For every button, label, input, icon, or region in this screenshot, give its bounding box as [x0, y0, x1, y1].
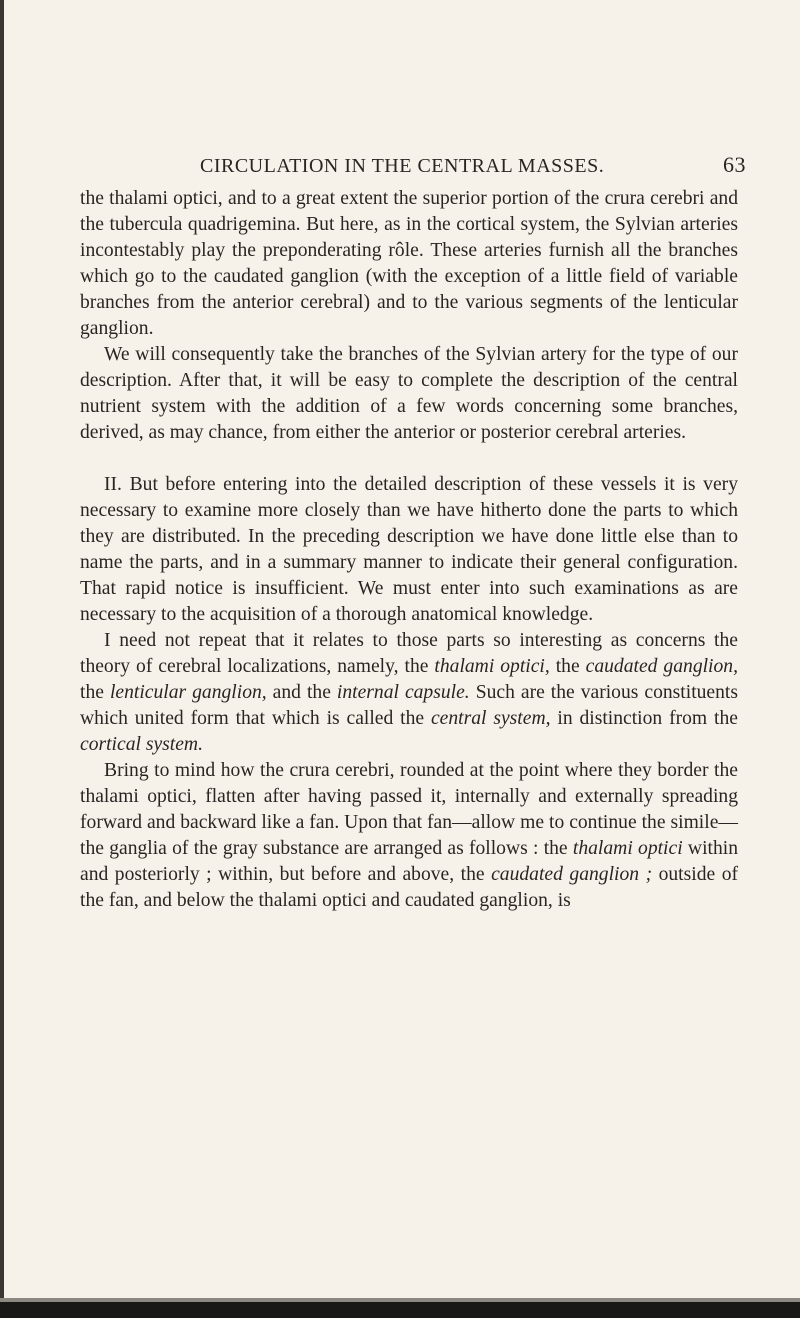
- book-page: [80, 152, 770, 914]
- text-run: I need not repeat that it relates to those parts so interesting as concerns the theory of cerebral localizations, namely, the: [80, 630, 738, 677]
- paragraph-section-ii: II. But before entering into the detailed description of these vessels it is very necessary to examine more closely than we have hitherto done the parts to which they are distributed. In the preceding description we have done little else than to name the parts, and in a summary manner to indicate their general configuration. That rapid notice is insufficient. We must enter into such examinations as are necessary to the acquisition of a thorough anatomical knowledge.: [80, 474, 738, 625]
- text-run: the: [80, 682, 110, 703]
- term-caudated-ganglion: caudated ganglion,: [585, 656, 738, 677]
- paragraph-continuation: the thalami optici, and to a great extent the superior portion of the crura cerebri and the tubercula quadrigemina. But here, as in the cortical system, the Sylvian arteries incontestably play the preponderating rôle. These arteries furnish all the branches which go to the caudated ganglion (with the exception of a little field of variable branches from the anterior cerebral) and to the various segments of the lenticular ganglion.: [80, 188, 738, 339]
- term-central-system: central system,: [430, 708, 551, 729]
- body-text: [80, 186, 738, 914]
- running-head-title: CIRCULATION IN THE CENTRAL MASSES.: [200, 155, 605, 177]
- term-cortical-system: cortical system.: [80, 734, 203, 755]
- term-lenticular-ganglion: lenticular ganglion,: [109, 682, 267, 703]
- term-caudated-ganglion: caudated ganglion ;: [491, 864, 653, 885]
- term-internal-capsule: internal capsule.: [336, 682, 470, 703]
- text-run: and the: [266, 682, 337, 703]
- page-binding-edge: [0, 0, 4, 1318]
- text-run: within and posteriorly ; within, but before and above, the: [80, 838, 738, 885]
- page-bottom-edge: [0, 1302, 800, 1318]
- paragraph-fan-simile: [80, 758, 738, 914]
- text-run: Such are the various constituents which united form that which is called the: [80, 682, 738, 729]
- text-run: outside of the fan, and below the thalami optici and caudated ganglion, is: [80, 864, 739, 911]
- paragraph-localizations: [80, 628, 738, 758]
- term-thalami-optici: thalami optici,: [434, 656, 550, 677]
- text-run: the: [549, 656, 586, 677]
- text-run: Bring to mind how the crura cerebri, rounded at the point where they border the thalami optici, flatten after having passed it, internally and externally spreading forward and backward like a fan. Upon that fan—allow me to continue the simile—the ganglia of the gray substance are arranged as follows : the: [80, 760, 738, 859]
- page-number: 63: [723, 152, 746, 177]
- text-run: in distinction from the: [550, 708, 738, 729]
- running-head: [200, 152, 746, 184]
- paragraph-sylvian-type: We will consequently take the branches of the Sylvian artery for the type of our description. After that, it will be easy to complete the description of the central nutrient system with the addition of a few words concerning some branches, derived, as may chance, from either the anterior or posterior cerebral arteries.: [80, 344, 738, 443]
- term-thalami-optici: thalami optici: [572, 838, 683, 859]
